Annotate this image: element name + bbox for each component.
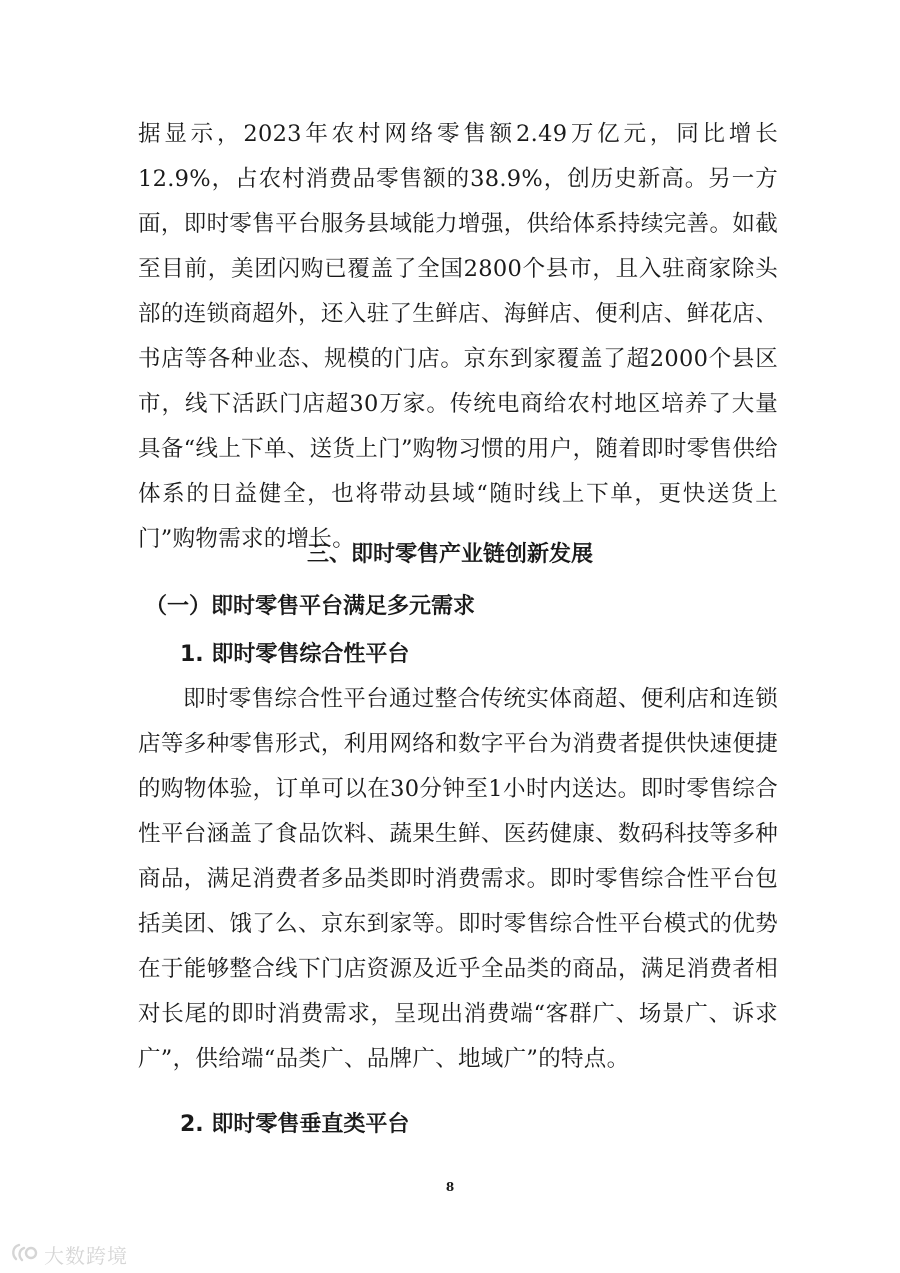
section-title: 三、即时零售产业链创新发展 <box>306 542 593 567</box>
body-paragraph-1: 据显示，2023年农村网络零售额2.49万亿元，同比增长12.9%，占农村消费品零售额的38.9%，创历史新高。另一方面，即时零售平台服务县域能力增强，供给体系持续完善。如截至目前，美团闪购已覆盖了全国2800个县市，且入驻商家除头部的连锁商超外，还入驻了生鲜店、海鲜店、便利店、鲜花店、书店等各种业态、规模的门店。京东到家覆盖了超2000个县区市，线下活跃门店超30万家。传统电商给农村地区培养了大量具备“线上下单、送货上门”购物习惯的用户，随着即时零售供给体系的日益健全，也将带动县域“随时线上下单，更快送货上门”购物需求的增长。 <box>138 121 778 552</box>
subsection-heading-1: （一）即时零售平台满足多元需求 <box>145 594 476 619</box>
subsection-heading-1-2: 2. 即时零售垂直类平台 <box>180 1112 410 1137</box>
subsection-heading-1-1: 1. 即时零售综合性平台 <box>180 642 410 667</box>
watermark <box>10 1240 128 1269</box>
page-number: 8 <box>445 1180 455 1194</box>
body-paragraph-2: 即时零售综合性平台通过整合传统实体商超、便利店和连锁店等多种零售形式，利用网络和数字平台为消费者提供快速便捷的购物体验，订单可以在30分钟至1小时内送达。即时零售综合性平台涵盖了食品饮料、蔬果生鲜、医药健康、数码科技等多种商品，满足消费者多品类即时消费需求。即时零售综合性平台包括美团、饿了么、京东到家等。即时零售综合性平台模式的优势在于能够整合线下门店资源及近乎全品类的商品，满足消费者相对长尾的即时消费需求，呈现出消费端“客群广、场景广、诉求广”，供给端“品类广、品牌广、地域广”的特点。 <box>138 686 778 1072</box>
watermark-text: 大数跨境 <box>44 1244 128 1268</box>
watermark-logo-icon <box>10 1241 40 1269</box>
